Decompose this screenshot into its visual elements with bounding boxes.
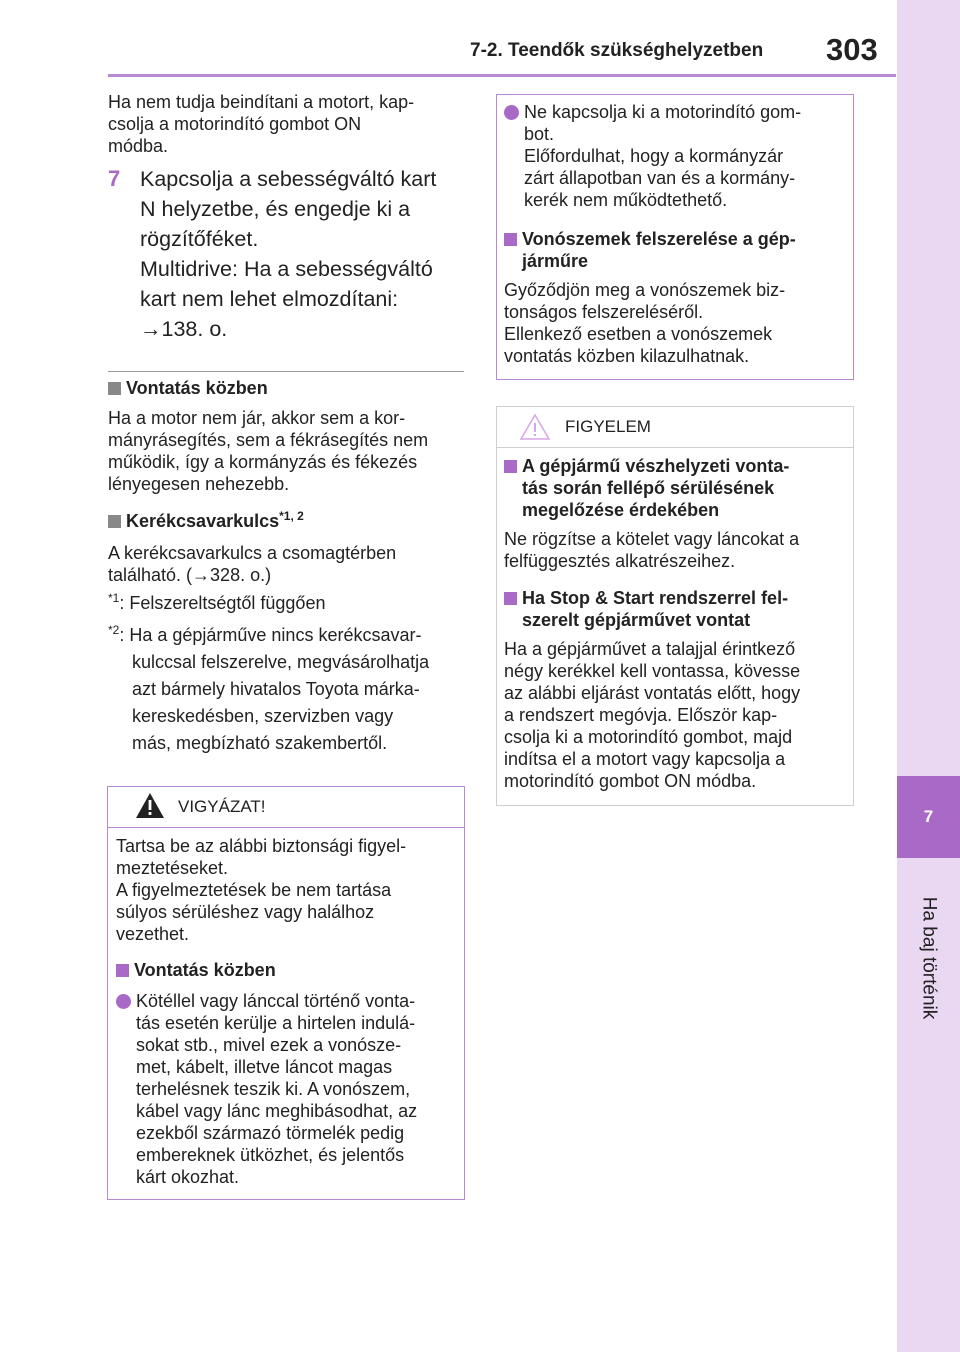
text-line: Győződjön meg a vonószemek biz- xyxy=(504,280,786,300)
text-line: csolja a motorindító gombot ON xyxy=(108,114,362,134)
text-line: Multidrive: Ha a sebességváltó xyxy=(140,257,433,281)
text-line: meztetéseket. xyxy=(116,858,229,878)
footnote-marker: *1, 2 xyxy=(279,509,304,523)
square-bullet-icon xyxy=(504,460,517,473)
text-line: kart nem lehet elmozdítani: xyxy=(140,287,399,311)
text-line: vontatás közben kilazulhatnak. xyxy=(504,346,750,366)
footnote-text: azt bármely hivatalos Toyota márka- xyxy=(132,679,420,699)
caution-sub-heading xyxy=(116,959,276,981)
caution-header xyxy=(108,787,464,828)
text-line: terhelésnek teszik ki. A vonószem, xyxy=(136,1079,411,1099)
page-reference-link[interactable]: →138. o. xyxy=(140,317,228,341)
step-number: 7 xyxy=(108,166,121,191)
text-line: ezekből származó törmelék pedig xyxy=(136,1123,405,1143)
page-reference-link[interactable]: található. (→328. o.) xyxy=(108,565,272,585)
step-7-text xyxy=(140,164,470,344)
text-line: motorindító gombot ON módba. xyxy=(504,771,757,791)
footnote-2 xyxy=(108,622,468,757)
text-line: Ha a motor nem jár, akkor sem a kor- xyxy=(108,408,406,428)
text-line: lényegesen nehezebb. xyxy=(108,474,290,494)
circle-bullet-icon xyxy=(504,105,519,120)
caution-continuation-box xyxy=(496,94,854,380)
text-line: az alábbi eljárást vontatás előtt, hogy xyxy=(504,683,801,703)
footnote-text: más, megbízható szakembertől. xyxy=(132,733,388,753)
text-line: N helyzetbe, és engedje ki a xyxy=(140,197,411,221)
heading-text: Vonószemek felszerelése a gép- xyxy=(522,229,796,249)
text-line: Ha nem tudja beindítani a motort, kap- xyxy=(108,92,415,112)
text-line: vezethet. xyxy=(116,924,190,944)
wrench-heading xyxy=(108,510,304,532)
heading-text: A gépjármű vészhelyzeti vonta- xyxy=(522,456,790,476)
text-line: súlyos sérüléshez vagy halálhoz xyxy=(116,902,375,922)
text-line: A figyelmeztetések be nem tartása xyxy=(116,880,392,900)
heading-text: Ha Stop & Start rendszerrel fel- xyxy=(522,588,789,608)
section-title: 7-2. Teendők szükséghelyzetben xyxy=(470,40,764,61)
footnote-marker: *2 xyxy=(108,623,120,637)
caution-bullet xyxy=(116,990,461,1188)
notice-title: FIGYELEM xyxy=(565,417,651,436)
chapter-number: 7 xyxy=(923,807,934,826)
text-line: bot. xyxy=(524,124,555,144)
text-line: A kerékcsavarkulcs a csomagtérben xyxy=(108,543,397,563)
text-line: Kapcsolja a sebességváltó kart xyxy=(140,167,437,191)
circle-bullet-icon xyxy=(116,994,131,1009)
text-line: mányrásegítés, sem a fékrásegítés nem xyxy=(108,430,429,450)
tow-eye-heading xyxy=(504,228,849,272)
footnote-1 xyxy=(108,592,468,614)
header-rule xyxy=(108,74,896,77)
notice-text-2 xyxy=(504,638,849,792)
heading-text: Vontatás közben xyxy=(126,378,268,398)
warning-triangle-icon xyxy=(135,792,165,819)
text-line: a rendszert megóvja. Először kap- xyxy=(504,705,778,725)
text-line: működik, így a kormányzás és fékezés xyxy=(108,452,418,472)
tow-eye-text xyxy=(504,279,849,367)
heading-text: Vontatás közben xyxy=(134,960,276,980)
square-bullet-icon xyxy=(504,592,517,605)
towing-text xyxy=(108,407,468,495)
square-bullet-icon xyxy=(108,382,121,395)
page-number: 303 xyxy=(826,32,878,67)
footnote-text: : Felszereltségtől függően xyxy=(119,593,326,613)
footnote-marker: *1 xyxy=(108,591,120,605)
text-line: zárt állapotban van és a kormány- xyxy=(524,168,796,188)
text-line: Előfordulhat, hogy a kormányzár xyxy=(524,146,784,166)
text-line: Ha a gépjárművet a talajjal érintkező xyxy=(504,639,796,659)
side-tab-background xyxy=(897,0,960,776)
intro-text xyxy=(108,91,468,157)
caution-box xyxy=(107,786,465,1200)
text-line: kerék nem működtethető. xyxy=(524,190,728,210)
text-line: felfüggesztés alkatrészeihez. xyxy=(504,551,736,571)
footnote-text: kereskedésben, szervizben vagy xyxy=(132,706,394,726)
notice-triangle-icon xyxy=(519,413,551,441)
chapter-label-text: Ha baj történik xyxy=(918,896,940,1020)
text-line: kábel vagy lánc meghibásodhat, az xyxy=(136,1101,418,1121)
square-bullet-icon xyxy=(116,964,129,977)
text-line: kárt okozhat. xyxy=(136,1167,240,1187)
text-line: Tartsa be az alábbi biztonsági figyel- xyxy=(116,836,407,856)
footnote-text: kulccsal felszerelve, megvásárolhatja xyxy=(132,652,430,672)
text-line: Ellenkező esetben a vonószemek xyxy=(504,324,773,344)
text-line: tás esetén kerülje a hirtelen indulá- xyxy=(136,1013,416,1033)
text-line: csolja ki a motorindító gombot, majd xyxy=(504,727,793,747)
square-bullet-icon xyxy=(108,515,121,528)
text-line: Kötéllel vagy lánccal történő vonta- xyxy=(136,991,416,1011)
text-line: rögzítőféket. xyxy=(140,227,259,251)
square-bullet-icon xyxy=(504,233,517,246)
notice-heading-1 xyxy=(504,455,849,521)
heading-text: megelőzése érdekében xyxy=(522,500,720,520)
caution-title: VIGYÁZAT! xyxy=(178,797,266,816)
heading-text: járműre xyxy=(522,251,589,271)
text-line: módba. xyxy=(108,136,169,156)
chapter-label xyxy=(897,858,960,1058)
chapter-number-tab[interactable] xyxy=(897,776,960,858)
text-line: tonságos felszereléséről. xyxy=(504,302,704,322)
section-divider xyxy=(108,371,464,372)
text-line: indítsa el a motort vagy kapcsolja a xyxy=(504,749,786,769)
footnote-text: : Ha a gépjárműve nincs kerékcsavar- xyxy=(119,625,422,645)
notice-heading-2 xyxy=(504,587,849,631)
text-line: embereknek ütközhet, és jelentős xyxy=(136,1145,405,1165)
caution-intro xyxy=(116,835,456,945)
heading-text: szerelt gépjárművet vontat xyxy=(522,610,751,630)
text-line: négy kerékkel kell vontassa, kövesse xyxy=(504,661,801,681)
text-line: Ne kapcsolja ki a motorindító gom- xyxy=(524,102,802,122)
text-line: Ne rögzítse a kötelet vagy láncokat a xyxy=(504,529,800,549)
continuation-bullet xyxy=(504,101,849,211)
text-line: sokat stb., mivel ezek a vonósze- xyxy=(136,1035,402,1055)
heading-text: Kerékcsavarkulcs xyxy=(126,511,280,531)
heading-text: tás során fellépő sérülésének xyxy=(522,478,775,498)
wrench-text xyxy=(108,542,468,586)
notice-text-1 xyxy=(504,528,849,572)
notice-box xyxy=(496,406,854,806)
text-line: met, kábelt, illetve láncot magas xyxy=(136,1057,393,1077)
notice-header xyxy=(497,407,853,448)
towing-heading xyxy=(108,377,268,399)
